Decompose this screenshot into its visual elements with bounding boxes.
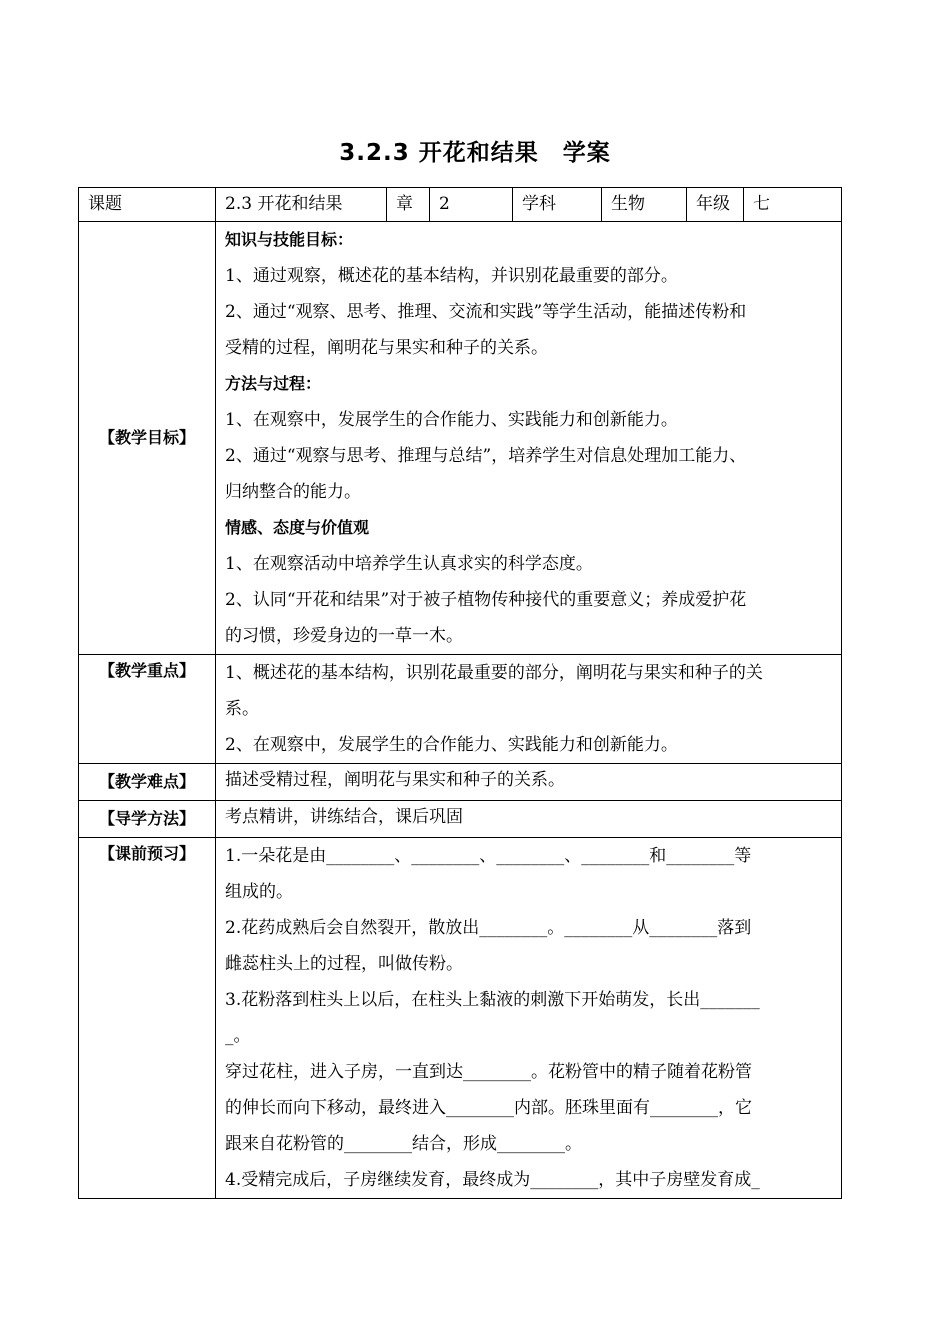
- topic-label: 课题: [79, 188, 216, 222]
- preview-content: [216, 838, 842, 1199]
- preview-line: 雌蕊柱头上的过程，叫做传粉。: [225, 954, 463, 974]
- preview-line: 2.花药成熟后会自然裂开，散放出________。________从________落到: [225, 918, 752, 938]
- subject-label: 学科: [513, 188, 602, 222]
- goals-line: 1、在观察活动中培养学生认真求实的科学态度。: [225, 554, 593, 574]
- keypoints-line: 2、在观察中，发展学生的合作能力、实践能力和创新能力。: [225, 735, 678, 755]
- goals-line: 受精的过程，阐明花与果实和种子的关系。: [225, 338, 548, 358]
- preview-line: 组成的。: [225, 882, 293, 902]
- keypoints-line: 系。: [225, 699, 259, 719]
- goals-line: 2、认同“开花和结果”对于被子植物传种接代的重要意义；养成爱护花: [225, 590, 747, 610]
- method-label: 【导学方法】: [79, 801, 216, 838]
- goals-label: 【教学目标】: [79, 222, 216, 655]
- preview-line: _。: [225, 1026, 251, 1046]
- header-row: [79, 188, 842, 222]
- preview-line: 的伸长而向下移动，最终进入________内部。胚珠里面有________，它: [225, 1098, 752, 1118]
- goals-line: 归纳整合的能力。: [225, 482, 361, 502]
- difficulty-text: 描述受精过程，阐明花与果实和种子的关系。: [216, 764, 842, 801]
- goals-line: 方法与过程：: [225, 374, 322, 393]
- goals-line: 情感、态度与价值观: [225, 518, 370, 537]
- goals-row: [79, 222, 842, 655]
- goals-line: 知识与技能目标：: [225, 230, 354, 249]
- keypoints-label: 【教学重点】: [79, 655, 216, 764]
- preview-line: 穿过花柱，进入子房，一直到达________。花粉管中的精子随着花粉管: [225, 1062, 752, 1082]
- preview-line: 3.花粉落到柱头上以后，在柱头上黏液的刺激下开始萌发，长出_______: [225, 990, 760, 1010]
- goals-content: [216, 222, 842, 655]
- keypoints-row: [79, 655, 842, 764]
- goals-line: 2、通过“观察、思考、推理、交流和实践”等学生活动，能描述传粉和: [225, 302, 747, 322]
- keypoints-content: [216, 655, 842, 764]
- page-title: 3.2.3 开花和结果 学案: [339, 140, 611, 166]
- grade-value: 七: [744, 188, 842, 222]
- chapter-label: 章: [387, 188, 430, 222]
- goals-line: 1、通过观察，概述花的基本结构，并识别花最重要的部分。: [225, 266, 678, 286]
- preview-label: 【课前预习】: [79, 838, 216, 1199]
- method-row: [79, 801, 842, 838]
- goals-line: 2、通过“观察与思考、推理与总结”，培养学生对信息处理加工能力、: [225, 446, 747, 466]
- preview-line: 4.受精完成后，子房继续发育，最终成为________，其中子房壁发育成_: [225, 1170, 760, 1190]
- chapter-value: 2: [430, 188, 513, 222]
- preview-line: 1.一朵花是由________、________、________、________和________等: [225, 846, 752, 866]
- method-text: 考点精讲，讲练结合，课后巩固: [216, 801, 842, 838]
- topic-value: 2.3 开花和结果: [216, 188, 387, 222]
- difficulty-row: [79, 764, 842, 801]
- lesson-table: [78, 187, 842, 1199]
- grade-label: 年级: [687, 188, 744, 222]
- preview-line: 跟来自花粉管的________结合，形成________。: [225, 1134, 582, 1154]
- keypoints-line: 1、概述花的基本结构，识别花最重要的部分，阐明花与果实和种子的关: [225, 663, 763, 683]
- goals-line: 1、在观察中，发展学生的合作能力、实践能力和创新能力。: [225, 410, 678, 430]
- subject-value: 生物: [602, 188, 687, 222]
- preview-row: [79, 838, 842, 1199]
- goals-line: 的习惯，珍爱身边的一草一木。: [225, 626, 463, 646]
- difficulty-label: 【教学难点】: [79, 764, 216, 801]
